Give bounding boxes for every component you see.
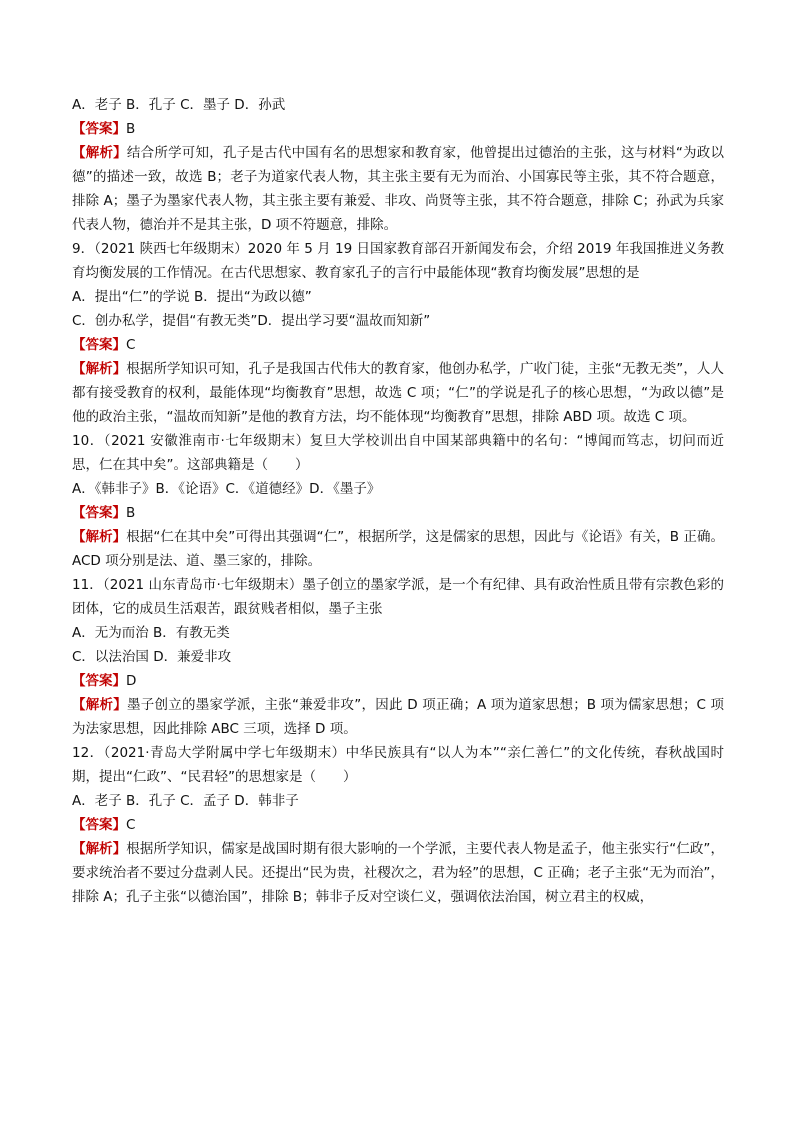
q8-answer-value: B — [126, 121, 136, 137]
q8-analysis-text: 结合所学可知，孔子是古代中国有名的思想家和教育家，他曾提出过德治的主张，这与材料“为政以德”的描述一致，故选 B；老子为道家代表人物，其主张主要有无为而治、小国寡民等主张，其不符合题意，排除 A；墨子为墨家代表人物，其主张主要有兼爱、非攻、尚贤等主张，其不符合题意，排除 C；孙武为兵家代表人物，德治并不是其主张，D 项不符题意，排除。 — [72, 145, 725, 233]
q9-options-row-1: A．提出“仁”的学说 B．提出“为政以德” — [72, 289, 312, 305]
q12-options: A．老子 B．孔子 C．孟子 D．韩非子 — [72, 793, 299, 809]
q8-options: A．老子 B．孔子 C．墨子 D．孙武 — [72, 97, 286, 113]
q10-stem: 10．（2021 安徽淮南市·七年级期末）复旦大学校训出自中国某部典籍中的名句：“博闻而笃志，切问而近思，仁在其中矣”。这部典籍是（ ） — [72, 433, 724, 473]
answer-label: 【答案】 — [72, 505, 126, 521]
analysis-label: 【解析】 — [72, 697, 127, 713]
q10-analysis-text: 根据“仁在其中矣”可得出其强调“仁”，根据所学，这是儒家的思想，因此与《论语》有关，B 正确。ACD 项分别是法、道、墨三家的，排除。 — [72, 529, 725, 569]
q9-analysis-text: 根据所学知识可知，孔子是我国古代伟大的教育家，他创办私学，广收门徒，主张“无教无类”，人人都有接受教育的权利，最能体现“均衡教育”思想，故选 C 项；“仁”的学说是孔子的核心思想，“为政以德”是他的政治主张，“温故而知新”是他的教育方法，均不能体现“均衡教育”思想，排除 ABD 项。故选 C 项。 — [72, 361, 724, 425]
q12-stem: 12．（2021·青岛大学附属中学七年级期末）中华民族具有“以人为本”“亲仁善仁”的文化传统，春秋战国时期，提出“仁政”、“民君轻”的思想家是（ ） — [72, 745, 724, 785]
q12-answer — [72, 813, 724, 837]
q11-options-row-2: C．以法治国 D．兼爱非攻 — [72, 649, 232, 665]
q10-analysis — [72, 525, 724, 573]
q11-answer-value: D — [126, 673, 137, 689]
q9-options-row-2: C．创办私学，提倡“有教无类”D．提出学习要“温故而知新” — [72, 313, 431, 329]
analysis-label: 【解析】 — [72, 145, 127, 161]
answer-label: 【答案】 — [72, 121, 126, 137]
q9-answer-value: C — [126, 337, 136, 353]
q8-analysis — [72, 141, 724, 237]
answer-label: 【答案】 — [72, 673, 126, 689]
q9-answer — [72, 333, 724, 357]
q11-options-row-1: A．无为而治 B．有教无类 — [72, 625, 230, 641]
q11-analysis — [72, 693, 724, 741]
q12-analysis — [72, 837, 724, 909]
q11-stem: 11．（2021 山东青岛市·七年级期末）墨子创立的墨家学派，是一个有纪律、具有政治性质且带有宗教色彩的团体，它的成员生活艰苦，跟贫贱者相似，墨子主张 — [72, 577, 724, 617]
q9-analysis — [72, 357, 724, 429]
q9-stem: 9．（2021 陕西七年级期末）2020 年 5 月 19 日国家教育部召开新闻发布会，介绍 2019 年我国推进义务教育均衡发展的工作情况。在古代思想家、教育家孔子的言行中最能体现“教育均衡发展”思想的是 — [72, 241, 724, 281]
document-content — [72, 93, 724, 909]
q10-answer — [72, 501, 724, 525]
q12-answer-value: C — [126, 817, 136, 833]
analysis-label: 【解析】 — [72, 361, 127, 377]
answer-label: 【答案】 — [72, 337, 126, 353]
q12-analysis-text: 根据所学知识，儒家是战国时期有很大影响的一个学派，主要代表人物是孟子，他主张实行“仁政”，要求统治者不要过分盘剥人民。还提出“民为贵，社稷次之，君为轻”的思想，C 正确；老子主张“无为而治”，排除 A；孔子主张“以德治国”，排除 B；韩非子反对空谈仁义，强调依法治国，树立君主的权威， — [72, 841, 724, 905]
q11-analysis-text: 墨子创立的墨家学派，主张“兼爱非攻”，因此 D 项正确；A 项为道家思想；B 项为儒家思想；C 项为法家思想，因此排除 ABC 三项，选择 D 项。 — [72, 697, 724, 737]
analysis-label: 【解析】 — [72, 841, 127, 857]
q10-answer-value: B — [126, 505, 136, 521]
q8-answer — [72, 117, 724, 141]
q11-answer — [72, 669, 724, 693]
q10-options: A．《韩非子》B．《论语》C．《道德经》D．《墨子》 — [72, 481, 381, 497]
analysis-label: 【解析】 — [72, 529, 127, 545]
answer-label: 【答案】 — [72, 817, 126, 833]
